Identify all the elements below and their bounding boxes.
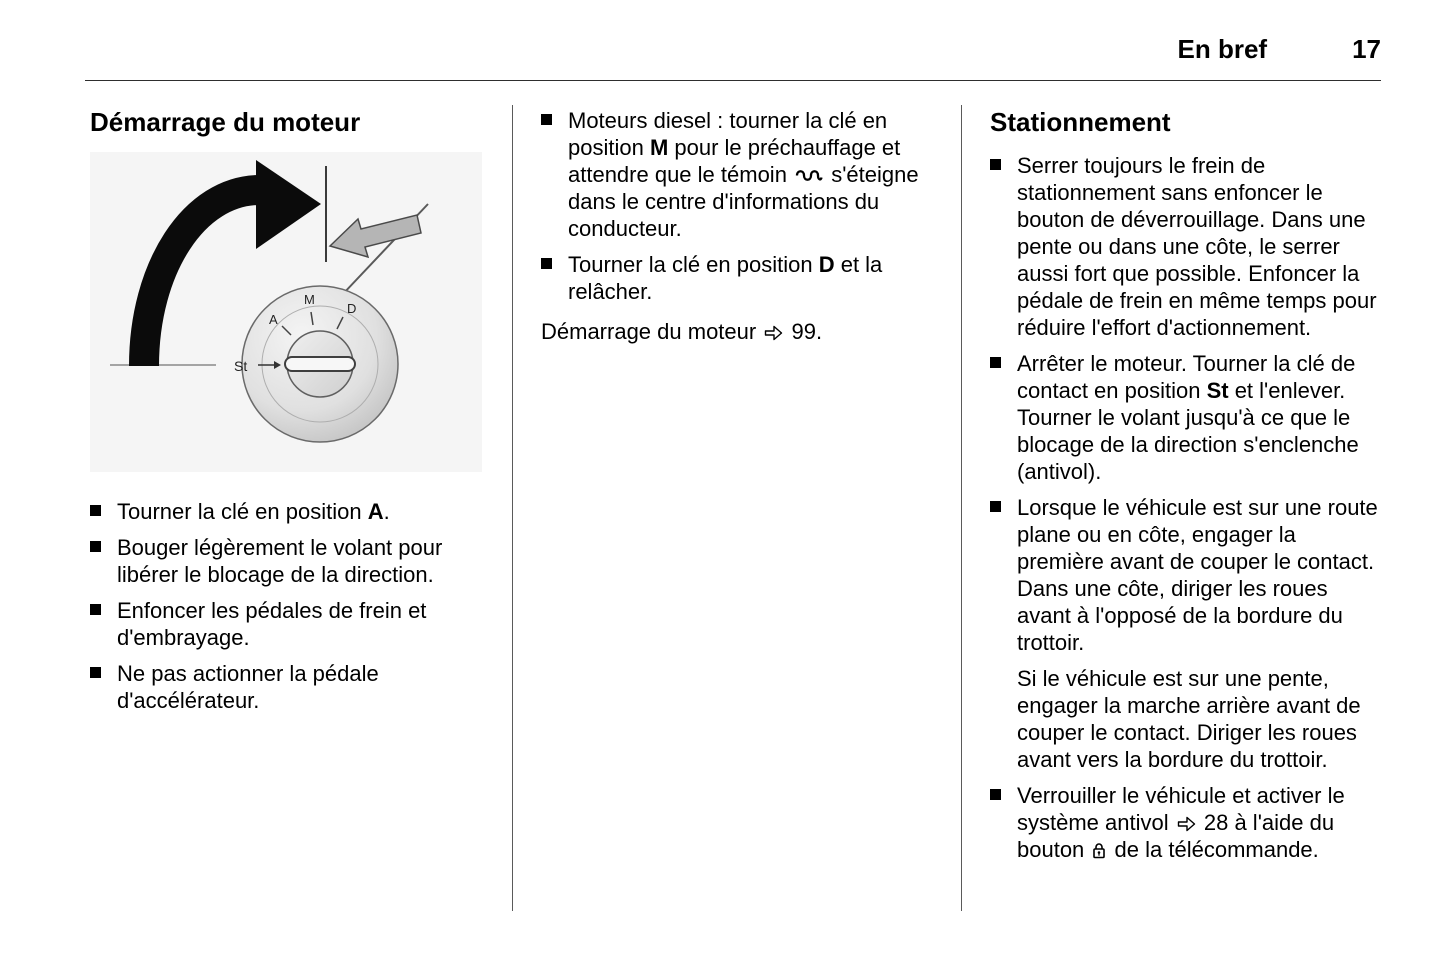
column-right (962, 105, 1381, 911)
column-middle (512, 105, 962, 911)
reference-text: Démarrage du moteur (541, 319, 757, 344)
bullet-text: Tourner la clé en position (568, 252, 819, 277)
paragraph-text: Si le véhicule est sur une pente, engager la marche arrière avant de couper le contact. Diriger les roues avant vers la bordure du trottoir. (1017, 666, 1361, 772)
page-number: 17 (1352, 34, 1381, 64)
list-item (990, 152, 1381, 341)
column-left (90, 105, 512, 911)
position-label-d: D (347, 301, 357, 316)
bullet-text: Lorsque le véhicule est sur une route plane ou en côte, engager la première avant de couper le contact. Dans une côte, diriger les roues avant à l'opposé de la bordure du trottoir. (1017, 495, 1378, 655)
position-label-a: A (269, 312, 278, 327)
bullet-text: et la relâcher. (568, 252, 883, 304)
page-reference-arrow-icon (764, 325, 783, 341)
glow-plug-indicator-icon (795, 167, 823, 184)
reference-page: 99. (791, 319, 823, 344)
bullet-text: Moteurs diesel : tourner la clé en position (568, 108, 888, 160)
list-item (990, 494, 1381, 773)
list-item (541, 251, 937, 305)
position-label-m: M (304, 292, 315, 307)
bullet-text: Enfoncer les pédales de frein et d'embrayage. (117, 598, 427, 650)
header-rule (85, 80, 1381, 81)
bullet-text: Tourner la clé en position (117, 499, 368, 524)
bullet-text: 28 à l'aide du bouton (1017, 810, 1335, 862)
position-letter: D (818, 252, 835, 277)
bullet-text: Ne pas actionner la pédale d'accélérateur. (117, 661, 379, 713)
bullet-text: Bouger légèrement le volant pour libérer le blocage de la direction. (117, 535, 443, 587)
left-bullet-list (90, 498, 482, 714)
bullet-text: Serrer toujours le frein de stationnement sans enfoncer le bouton de déverrouillage. Dans une pente ou dans une côte, le serrer aussi fort que possible. Enfoncer la pédale de frein en même temps pour réduire l'effort d'actionnement. (1017, 153, 1377, 340)
middle-bullet-list (541, 107, 937, 305)
bullet-text: Arrêter le moteur. Tourner la clé de contact en position (1017, 351, 1356, 403)
section-title: En bref (1177, 34, 1268, 64)
position-label-st: St (234, 358, 248, 374)
list-item (990, 782, 1381, 863)
position-letter: St (1206, 378, 1229, 403)
list-item (90, 534, 482, 588)
list-item (90, 660, 482, 714)
list-item (90, 498, 482, 525)
heading-demarrage: Démarrage du moteur (90, 107, 361, 137)
bullet-text: et l'enlever. Tourner le volant jusqu'à ce que le blocage de la direction s'enclenche (antivol). (1017, 378, 1359, 484)
right-bullet-list (990, 152, 1381, 863)
position-letter: M (649, 135, 669, 160)
bullet-text: Verrouiller le véhicule et activer le système antivol (1017, 783, 1345, 835)
bullet-text: . (383, 499, 390, 524)
bullet-text: de la télécommande. (1114, 837, 1319, 862)
continuation-paragraph (1017, 665, 1381, 773)
list-item (541, 107, 937, 242)
key-slot (285, 357, 355, 371)
cross-reference (541, 318, 937, 345)
page-reference-arrow-icon (1177, 816, 1196, 832)
ignition-switch-illustration (90, 152, 482, 472)
list-item (90, 597, 482, 651)
heading-stationnement: Stationnement (990, 107, 1171, 137)
lock-icon (1092, 842, 1106, 859)
position-letter: A (367, 499, 384, 524)
list-item (990, 350, 1381, 485)
bullet-text: pour le préchauffage et attendre que le témoin (568, 135, 901, 187)
page-header (0, 0, 1445, 64)
bullet-text: s'éteigne dans le centre d'informations du conducteur. (568, 162, 919, 241)
content-columns (90, 105, 1381, 911)
